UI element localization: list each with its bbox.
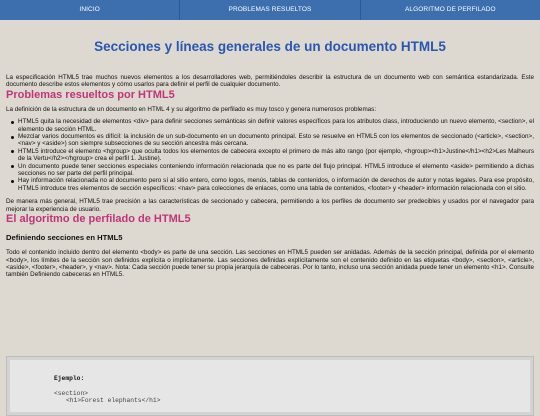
code-example-box <box>6 356 534 416</box>
list-item: HTML5 quita la necesidad de elementos <div> para definir secciones semánticas sin definir valores específicos para los atributos class, introduciendo un nuevo elemento, <section>, el elemento de sección HTML. <box>18 118 534 133</box>
nav-link-inicio[interactable]: INICIO <box>0 0 180 20</box>
list-item: HTML5 introduce el elemento <hgroup> que oculta todos los elementos de cabecera excepto el primero de más alto rango (por ejemplo, <hgroup><h1>Justine</h1><h2>Les Malheurs de la Vertu</h2></hgroup> crea el perfil 1. Justine). <box>18 147 534 163</box>
nav-link-algoritmo-de-perfilado[interactable]: ALGORITMO DE PERFILADO <box>404 6 496 13</box>
list-item: Un documento puede tener secciones especiales conteniendo información relacionada que no es parte del flujo principal. HTML5 introduce el elemento <aside> permitiendo a dichas secciones no ser parte del perfil principal. <box>18 162 534 178</box>
list-item: Mezclar varios documentos es difícil: la inclusión de un sub-documento en un documento principal. Esto se resuelve en HTML5 con los elementos de seccionado (<article>, <section>, <nav> y <aside>) son siempre subsecciones de su sección ancestra más cercana. <box>18 133 534 148</box>
algorithm-section-title: El algoritmo de perfilado de HTML5 <box>6 213 191 226</box>
problems-conclusion-paragraph: De manera más general, HTML5 trae precisión a las características de seccionado y cabecera, permitiendo a los perfiles de documento ser predecibles y usados por el navegador para mejorar la experiencia de usuario. <box>6 198 534 213</box>
intro-paragraph: La especificación HTML5 trae muchos nuevos elementos a los desarrolladores web, permitiéndoles describir la estructura de un documento web con semántica estandarizada. Este documento describe estos elementos y cómo usarlos para definir el perfil de cualquier documento. <box>6 74 534 89</box>
example-label: Ejemplo: <box>54 375 85 382</box>
main-content <box>6 20 534 279</box>
defining-sections-subtitle: Definiendo secciones en HTML5 <box>6 233 123 243</box>
problems-section-title: Problemas resueltos por HTML5 <box>6 88 175 101</box>
page-title: Secciones y líneas generales de un documento HTML5 <box>94 39 446 54</box>
problems-lead-paragraph: La definición de la estructura de un documento en HTML 4 y su algoritmo de perfilado es muy tosco y genera numerosos problemas: <box>6 105 377 113</box>
nav-link-problemas-resueltos[interactable]: PROBLEMAS RESUELTOS <box>180 0 360 20</box>
problems-list <box>6 118 534 192</box>
top-navigation-bar <box>0 0 540 20</box>
list-item: Hay información relacionada no al documento pero sí al sitio entero, como logos, menús, tablas de contenidos, o información de derechos de autor y notas legales. Para ese propósito, HTML5 introduce tres elementos de sección específicos: <nav> para colecciones de enlaces, como una tabla de contenidos, <footer> y <header> información relacionada con el sitio. <box>18 177 534 192</box>
code-line: <h1>Forest elephants</h1> <box>66 397 161 404</box>
defining-sections-paragraph: Todo el contenido incluido dentro del elemento <body> es parte de una sección. Las secciones en HTML5 pueden ser anidadas. Además de la sección principal, definida por el elemento <body>, los límites de la sección son definidos explícita o implícitamente. Las secciones definidas explícitamente son el contenido definido en las etiquetas <body>, <section>, <article>, <aside>, <footer>, <header>, y <nav>. Nota: Cada sección puede tener su propia jerarquía de cabeceras. Por lo tanto, incluso una sección anidada puede tener un elemento <h1>. Consulte también Definiendo cabeceras en HTML5. <box>6 249 534 279</box>
code-line: <section> <box>54 390 89 397</box>
